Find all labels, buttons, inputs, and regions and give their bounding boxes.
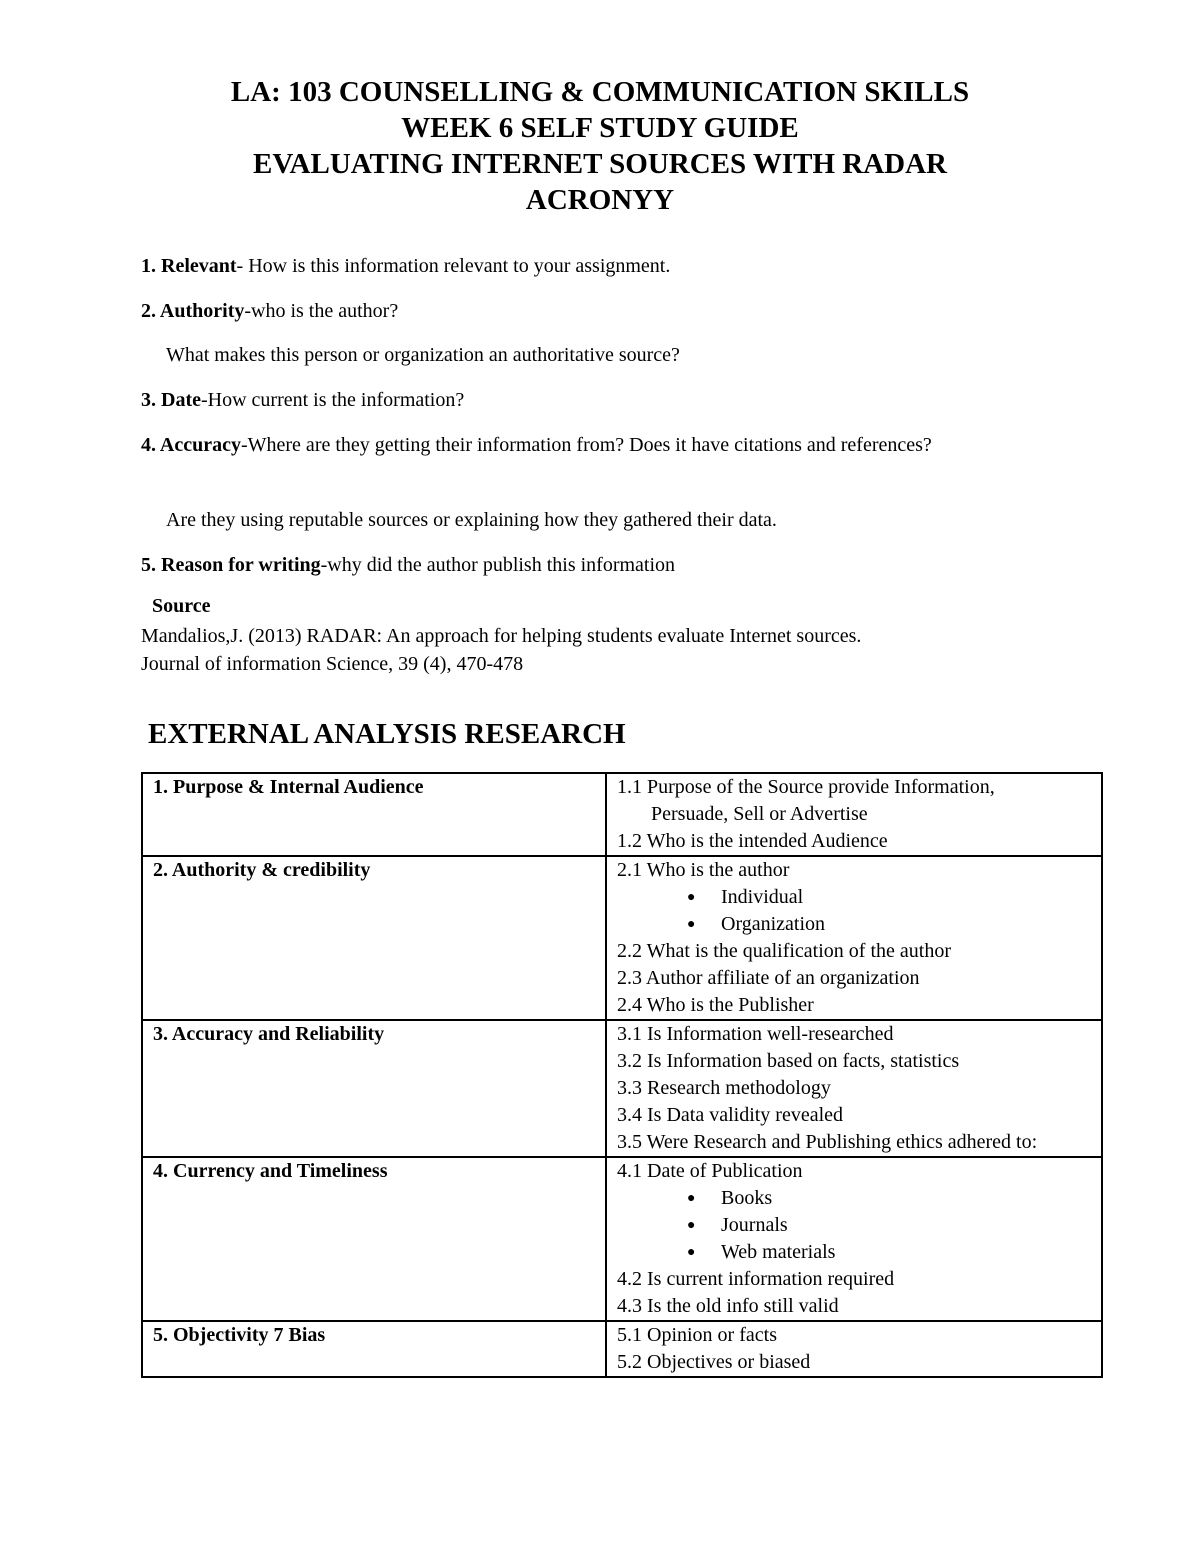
criteria-line: 2.3 Author affiliate of an organization (617, 967, 920, 989)
bullet-item: ● Web materials (721, 1239, 1095, 1266)
bullet-list (617, 884, 1095, 938)
radar-number: 3. (141, 389, 161, 411)
criteria-line: 1.2 Who is the intended Audience (617, 830, 888, 852)
bullet-item: ● Journals (721, 1212, 1095, 1239)
category-cell: 2. Authority & credibility (142, 856, 606, 1020)
criteria-line: 3.1 Is Information well-researched (617, 1023, 894, 1045)
radar-text: -How current is the information? (200, 389, 465, 411)
title-line: ACRONYY (525, 184, 675, 216)
criteria-line: 4.2 Is current information required (617, 1268, 895, 1290)
source-label: Source (152, 595, 211, 617)
table-row (142, 1321, 1102, 1377)
criteria-line: 3.3 Research methodology (617, 1077, 831, 1099)
radar-term: Accuracy (159, 434, 241, 456)
category-cell: 3. Accuracy and Reliability (142, 1020, 606, 1157)
criteria-line: 4.3 Is the old info still valid (617, 1295, 839, 1317)
radar-term: Relevant (161, 255, 237, 277)
table-row (142, 773, 1102, 856)
radar-item-date (141, 386, 1061, 414)
criteria-line: Persuade, Sell or Advertise (651, 803, 868, 825)
document-title (140, 74, 1060, 218)
radar-number: 2. (141, 300, 160, 322)
radar-text: -why did the author publish this information (320, 554, 676, 576)
radar-text: -who is the author? (244, 300, 399, 322)
criteria-line: 4.1 Date of Publication (617, 1160, 803, 1182)
radar-item-accuracy-extra: Are they using reputable sources or explaining how they gathered their data. (166, 509, 777, 531)
table-row (142, 1157, 1102, 1321)
title-line: WEEK 6 SELF STUDY GUIDE (401, 112, 799, 144)
radar-item-authority-extra: What makes this person or organization an authoritative source? (166, 344, 680, 366)
radar-term: Authority (159, 300, 245, 322)
citation-line: Journal of information Science, 39 (4), 470-478 (141, 653, 524, 675)
table-row (142, 856, 1102, 1020)
criteria-cell (606, 856, 1102, 1020)
criteria-cell (606, 1321, 1102, 1377)
table-row (142, 1020, 1102, 1157)
radar-item-relevant (141, 252, 1061, 280)
criteria-cell (606, 1020, 1102, 1157)
criteria-line: 2.4 Who is the Publisher (617, 994, 814, 1016)
criteria-line: 3.4 Is Data validity revealed (617, 1104, 844, 1126)
criteria-line: 1.1 Purpose of the Source provide Information, (617, 776, 995, 798)
radar-item-reason (141, 551, 1061, 579)
category-cell: 1. Purpose & Internal Audience (142, 773, 606, 856)
bullet-list (617, 1185, 1095, 1266)
criteria-cell (606, 773, 1102, 856)
radar-text: -Where are they getting their information from? Does it have citations and references? (240, 434, 932, 456)
bullet-item: ● Individual (721, 884, 1095, 911)
title-line: EVALUATING INTERNET SOURCES WITH RADAR (252, 148, 948, 180)
criteria-line: 3.2 Is Information based on facts, statistics (617, 1050, 960, 1072)
criteria-cell (606, 1157, 1102, 1321)
criteria-line: 2.2 What is the qualification of the author (617, 940, 951, 962)
radar-number: 4. (141, 434, 160, 456)
radar-text: - How is this information relevant to your assignment. (236, 255, 671, 277)
section-heading: EXTERNAL ANALYSIS RESEARCH (148, 718, 626, 750)
category-cell: 5. Objectivity 7 Bias (142, 1321, 606, 1377)
radar-number: 5. (141, 554, 161, 576)
citation (141, 622, 1061, 678)
criteria-line: 5.2 Objectives or biased (617, 1351, 811, 1373)
criteria-line: 5.1 Opinion or facts (617, 1324, 777, 1346)
radar-item-accuracy (141, 431, 971, 459)
radar-term: Reason for writing (161, 554, 321, 576)
radar-term: Date (161, 389, 201, 411)
category-cell: 4. Currency and Timeliness (142, 1157, 606, 1321)
bullet-item: ● Organization (721, 911, 1095, 938)
citation-line: Mandalios,J. (2013) RADAR: An approach for helping students evaluate Internet sources. (141, 625, 862, 647)
bullet-item: ● Books (721, 1185, 1095, 1212)
radar-number: 1. (141, 255, 161, 277)
radar-item-authority (141, 297, 1061, 325)
evaluation-table (141, 772, 1103, 1378)
criteria-line: 2.1 Who is the author (617, 859, 790, 881)
title-line: LA: 103 COUNSELLING & COMMUNICATION SKILLS (230, 76, 970, 108)
criteria-line: 3.5 Were Research and Publishing ethics adhered to: (617, 1131, 1038, 1153)
